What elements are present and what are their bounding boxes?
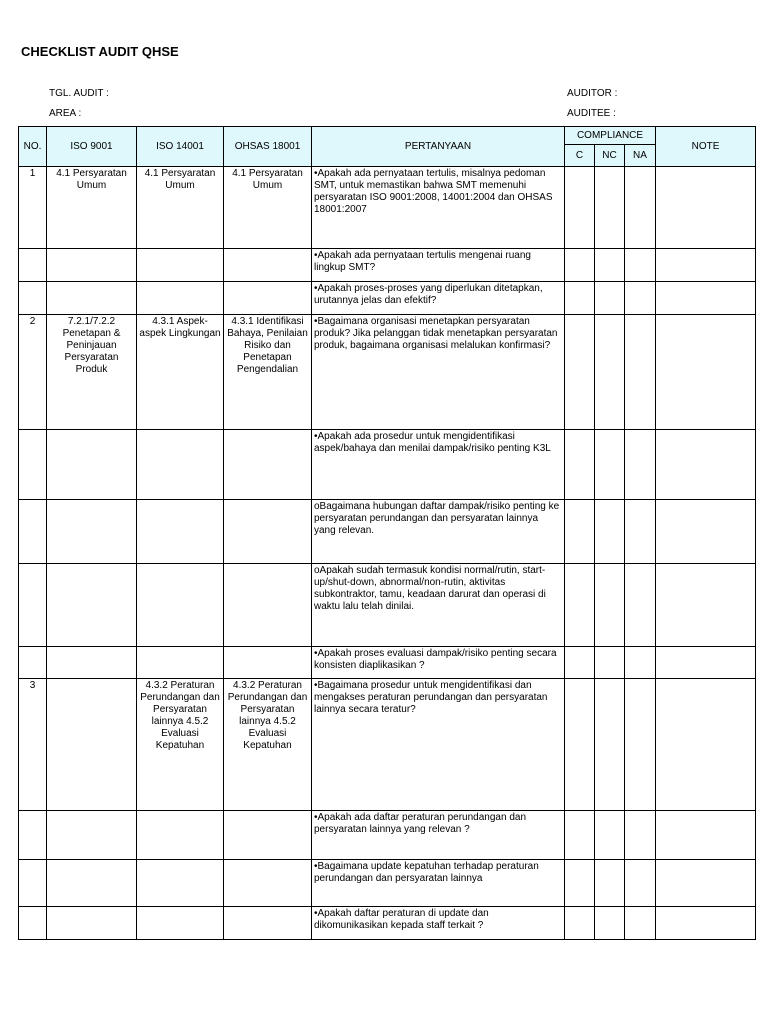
compliance-nc-cell[interactable] — [595, 564, 625, 647]
iso14001-clause — [137, 647, 224, 679]
compliance-nc-cell[interactable] — [595, 811, 625, 860]
auditor-label: AUDITOR : — [567, 88, 618, 99]
compliance-c-cell[interactable] — [565, 315, 595, 430]
iso14001-clause — [137, 907, 224, 940]
row-no — [19, 430, 47, 500]
note-cell[interactable] — [656, 315, 756, 430]
iso14001-clause — [137, 811, 224, 860]
note-cell[interactable] — [656, 679, 756, 811]
compliance-c-cell[interactable] — [565, 860, 595, 907]
row-no — [19, 282, 47, 315]
ohsas-clause — [224, 564, 312, 647]
question: oBagaimana hubungan daftar dampak/risiko penting ke persyaratan perundangan dan persyaratan lainnya yang relevan. — [312, 500, 565, 564]
question: •Apakah ada prosedur untuk mengidentifikasi aspek/bahaya dan menilai dampak/risiko penting K3L — [312, 430, 565, 500]
question: •Apakah ada pernyataan tertulis mengenai ruang lingkup SMT? — [312, 249, 565, 282]
ohsas-clause — [224, 500, 312, 564]
compliance-c-cell[interactable] — [565, 679, 595, 811]
header-nc: NC — [595, 145, 625, 167]
compliance-c-cell[interactable] — [565, 500, 595, 564]
compliance-na-cell[interactable] — [625, 647, 656, 679]
header-na: NA — [625, 145, 656, 167]
iso14001-clause — [137, 430, 224, 500]
header-iso14001: ISO 14001 — [137, 127, 224, 167]
auditee-label: AUDITEE : — [567, 108, 616, 119]
ohsas-clause: 4.3.1 Identifikasi Bahaya, Penilaian Risiko dan Penetapan Pengendalian — [224, 315, 312, 430]
question: •Apakah proses-proses yang diperlukan ditetapkan, urutannya jelas dan efektif? — [312, 282, 565, 315]
iso14001-clause: 4.3.2 Peraturan Perundangan dan Persyaratan lainnya 4.5.2 Evaluasi Kepatuhan — [137, 679, 224, 811]
compliance-na-cell[interactable] — [625, 282, 656, 315]
compliance-c-cell[interactable] — [565, 430, 595, 500]
compliance-nc-cell[interactable] — [595, 282, 625, 315]
iso9001-clause — [47, 500, 137, 564]
compliance-na-cell[interactable] — [625, 249, 656, 282]
compliance-c-cell[interactable] — [565, 249, 595, 282]
row-no — [19, 811, 47, 860]
ohsas-clause: 4.3.2 Peraturan Perundangan dan Persyaratan lainnya 4.5.2 Evaluasi Kepatuhan — [224, 679, 312, 811]
compliance-c-cell[interactable] — [565, 282, 595, 315]
compliance-na-cell[interactable] — [625, 907, 656, 940]
iso9001-clause — [47, 282, 137, 315]
compliance-na-cell[interactable] — [625, 679, 656, 811]
compliance-c-cell[interactable] — [565, 564, 595, 647]
compliance-na-cell[interactable] — [625, 860, 656, 907]
ohsas-clause — [224, 907, 312, 940]
tgl-audit-label: TGL. AUDIT : — [49, 88, 109, 99]
compliance-nc-cell[interactable] — [595, 647, 625, 679]
iso14001-clause: 4.1 Persyaratan Umum — [137, 167, 224, 249]
iso9001-clause — [47, 249, 137, 282]
question: •Bagaimana organisasi menetapkan persyaratan produk? Jika pelanggan tidak menetapkan persyaratan produk, bagaimana organisasi melalukan konfirmasi? — [312, 315, 565, 430]
row-no: 2 — [19, 315, 47, 430]
ohsas-clause — [224, 282, 312, 315]
compliance-c-cell[interactable] — [565, 647, 595, 679]
compliance-nc-cell[interactable] — [595, 907, 625, 940]
note-cell[interactable] — [656, 249, 756, 282]
compliance-c-cell[interactable] — [565, 907, 595, 940]
compliance-nc-cell[interactable] — [595, 315, 625, 430]
note-cell[interactable] — [656, 500, 756, 564]
iso9001-clause: 4.1 Persyaratan Umum — [47, 167, 137, 249]
iso14001-clause — [137, 500, 224, 564]
compliance-nc-cell[interactable] — [595, 860, 625, 907]
compliance-na-cell[interactable] — [625, 167, 656, 249]
compliance-na-cell[interactable] — [625, 811, 656, 860]
iso9001-clause — [47, 647, 137, 679]
compliance-na-cell[interactable] — [625, 430, 656, 500]
ohsas-clause — [224, 860, 312, 907]
question: oApakah sudah termasuk kondisi normal/rutin, start-up/shut-down, abnormal/non-rutin, aktivitas subkontraktor, tamu, keadaan darurat dan operasi di waktu lalu telah dinilai. — [312, 564, 565, 647]
iso14001-clause — [137, 860, 224, 907]
row-no — [19, 647, 47, 679]
row-no — [19, 500, 47, 564]
compliance-nc-cell[interactable] — [595, 679, 625, 811]
question: •Apakah proses evaluasi dampak/risiko penting secara konsisten diaplikasikan ? — [312, 647, 565, 679]
row-no: 3 — [19, 679, 47, 811]
row-no — [19, 860, 47, 907]
row-no — [19, 249, 47, 282]
header-no: NO. — [19, 127, 47, 167]
note-cell[interactable] — [656, 430, 756, 500]
compliance-nc-cell[interactable] — [595, 167, 625, 249]
iso14001-clause — [137, 249, 224, 282]
checklist-table — [18, 126, 756, 940]
compliance-na-cell[interactable] — [625, 315, 656, 430]
note-cell[interactable] — [656, 811, 756, 860]
note-cell[interactable] — [656, 282, 756, 315]
iso9001-clause: 7.2.1/7.2.2 Penetapan & Peninjauan Persyaratan Produk — [47, 315, 137, 430]
note-cell[interactable] — [656, 647, 756, 679]
row-no — [19, 564, 47, 647]
header-note: NOTE — [656, 127, 756, 167]
note-cell[interactable] — [656, 860, 756, 907]
compliance-na-cell[interactable] — [625, 564, 656, 647]
ohsas-clause — [224, 249, 312, 282]
row-no: 1 — [19, 167, 47, 249]
compliance-nc-cell[interactable] — [595, 500, 625, 564]
area-label: AREA : — [49, 108, 82, 119]
page-title: CHECKLIST AUDIT QHSE — [21, 44, 179, 59]
question: •Apakah ada daftar peraturan perundangan dan persyaratan lainnya yang relevan ? — [312, 811, 565, 860]
header-c: C — [565, 145, 595, 167]
ohsas-clause — [224, 430, 312, 500]
header-iso9001: ISO 9001 — [47, 127, 137, 167]
iso14001-clause — [137, 564, 224, 647]
ohsas-clause: 4.1 Persyaratan Umum — [224, 167, 312, 249]
question: •Bagaimana prosedur untuk mengidentifikasi dan mengakses peraturan perundangan dan persyaratan lainnya secara teratur? — [312, 679, 565, 811]
iso14001-clause: 4.3.1 Aspek-aspek Lingkungan — [137, 315, 224, 430]
iso9001-clause — [47, 430, 137, 500]
compliance-c-cell[interactable] — [565, 811, 595, 860]
iso9001-clause — [47, 907, 137, 940]
compliance-na-cell[interactable] — [625, 500, 656, 564]
compliance-nc-cell[interactable] — [595, 249, 625, 282]
note-cell[interactable] — [656, 564, 756, 647]
ohsas-clause — [224, 647, 312, 679]
header-pertanyaan: PERTANYAAN — [312, 127, 565, 167]
question: •Apakah ada pernyataan tertulis, misalnya pedoman SMT, untuk memastikan bahwa SMT memenuhi persyaratan ISO 9001:2008, 14001:2004 dan OHSAS 18001:2007 — [312, 167, 565, 249]
iso9001-clause — [47, 860, 137, 907]
iso9001-clause — [47, 811, 137, 860]
question: •Bagaimana update kepatuhan terhadap peraturan perundangan dan persyaratan lainnya — [312, 860, 565, 907]
header-ohsas: OHSAS 18001 — [224, 127, 312, 167]
question: •Apakah daftar peraturan di update dan dikomunikasikan kepada staff terkait ? — [312, 907, 565, 940]
iso9001-clause — [47, 679, 137, 811]
compliance-c-cell[interactable] — [565, 167, 595, 249]
row-no — [19, 907, 47, 940]
header-compliance: COMPLIANCE — [565, 127, 656, 145]
ohsas-clause — [224, 811, 312, 860]
iso14001-clause — [137, 282, 224, 315]
note-cell[interactable] — [656, 167, 756, 249]
note-cell[interactable] — [656, 907, 756, 940]
iso9001-clause — [47, 564, 137, 647]
compliance-nc-cell[interactable] — [595, 430, 625, 500]
